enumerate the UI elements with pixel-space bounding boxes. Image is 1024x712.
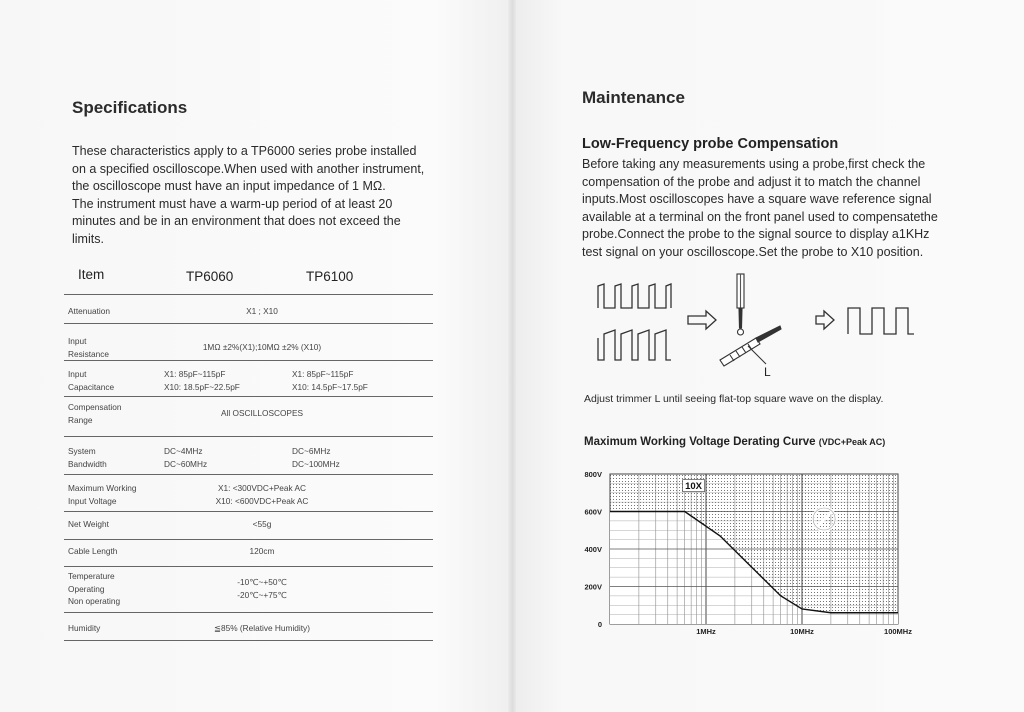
text-line: test signal on your oscilloscope.Set the probe to X10 position. bbox=[582, 244, 924, 259]
table-rule bbox=[64, 436, 433, 437]
cell-line: Input bbox=[68, 336, 87, 346]
chart-ytick-label: 800V bbox=[584, 470, 602, 479]
cell-line: X1: 85pF~115pF bbox=[164, 369, 226, 379]
spec-row-value bbox=[237, 576, 287, 601]
spec-row-value-tp6100 bbox=[292, 445, 340, 470]
table-header-tp6060: TP6060 bbox=[186, 269, 234, 284]
spec-row-label bbox=[68, 368, 114, 393]
chart-ytick-label: 200V bbox=[584, 582, 602, 592]
text-line: the oscilloscope must have an input impedance of 1 MΩ. bbox=[72, 179, 386, 193]
text-line: available at a terminal on the front panel used to compensatethe bbox=[582, 209, 938, 224]
figure-caption: Adjust trimmer L until seeing flat-top square wave on the display. bbox=[584, 393, 884, 405]
cell-line: X10: 14.5pF~17.5pF bbox=[292, 381, 368, 392]
spec-row-value bbox=[253, 518, 272, 531]
table-rule bbox=[64, 294, 433, 295]
cell-line: Bandwidth bbox=[68, 458, 107, 469]
spec-row-value bbox=[246, 305, 278, 318]
cell-line: Input Voltage bbox=[68, 495, 117, 506]
text-line: probe.Connect the probe to the signal source to display a1KHz bbox=[582, 227, 930, 241]
cell-line: Capacitance bbox=[68, 381, 115, 392]
arrow-outline-right bbox=[816, 311, 834, 329]
cell-line: -20℃~+75℃ bbox=[237, 589, 287, 600]
cell-line: X1: <300VDC+Peak AC bbox=[217, 483, 307, 493]
spec-row-label bbox=[68, 335, 109, 360]
cell-line: ≦85% (Relative Humidity) bbox=[214, 623, 310, 633]
spec-row-value bbox=[221, 407, 303, 420]
compensation-subtitle: Low-Frequency probe Compensation bbox=[582, 136, 839, 152]
chart-title bbox=[584, 436, 885, 448]
spec-row-value bbox=[214, 622, 310, 635]
text-line: inputs.Most oscilloscopes have a square wave reference signal bbox=[582, 192, 932, 206]
chart-xtick-label: 100MHz bbox=[884, 627, 912, 636]
cell-line: 120cm bbox=[249, 546, 275, 556]
table-rule bbox=[64, 511, 433, 512]
screwdriver-icon bbox=[737, 274, 744, 335]
cell-line: Non operating bbox=[68, 596, 121, 606]
spec-row-label bbox=[68, 622, 100, 635]
maintenance-title: Maintenance bbox=[582, 88, 685, 107]
table-rule bbox=[64, 612, 433, 613]
chart-xtick-label: 10MHz bbox=[790, 627, 814, 636]
cell-line: DC~100MHz bbox=[292, 458, 340, 469]
spec-row-label bbox=[68, 518, 109, 531]
cell-line: Humidity bbox=[68, 623, 101, 633]
cell-line: Operating bbox=[68, 583, 105, 594]
table-rule bbox=[64, 566, 433, 567]
chart-ytick-label: 600V bbox=[584, 507, 602, 517]
chart-ytick-label: 400V bbox=[584, 545, 602, 554]
text-line: compensation of the probe and adjust it to match the channel bbox=[582, 174, 921, 189]
cell-line: DC~60MHz bbox=[164, 458, 208, 469]
chart-xtick-label: 1MHz bbox=[696, 627, 716, 636]
undercompensated-wave bbox=[598, 330, 671, 360]
probe-icon bbox=[720, 326, 781, 366]
cell-line: DC~4MHz bbox=[164, 446, 203, 456]
cell-line: Resistance bbox=[68, 348, 110, 359]
table-header-item: Item bbox=[78, 267, 105, 282]
chart-ytick-label: 0 bbox=[597, 620, 602, 629]
trimmer-label: L bbox=[764, 365, 771, 379]
spec-row-value-tp6100 bbox=[292, 368, 368, 393]
book-spine bbox=[508, 0, 516, 712]
spec-row-value-tp6060 bbox=[164, 445, 207, 470]
text-line: The instrument must have a warm-up period of at least 20 bbox=[72, 196, 393, 211]
spec-row-value-tp6060 bbox=[164, 368, 240, 393]
cell-line: X1: 85pF~115pF bbox=[292, 369, 354, 379]
spec-row-value bbox=[250, 545, 275, 558]
text-line: Before taking any measurements using a probe,first check the bbox=[582, 157, 926, 171]
cell-line: Cable Length bbox=[68, 546, 118, 556]
specifications-title: Specifications bbox=[72, 98, 188, 117]
cell-line: X10: 18.5pF~22.5pF bbox=[164, 381, 240, 392]
table-rule bbox=[64, 640, 433, 641]
cell-line: Input bbox=[68, 369, 87, 379]
spec-row-label bbox=[68, 401, 122, 426]
spec-row-label bbox=[68, 445, 107, 470]
flat-top-wave bbox=[848, 308, 914, 334]
cell-line: Temperature bbox=[68, 571, 115, 581]
cell-line: -10℃~+50℃ bbox=[237, 577, 287, 587]
table-rule bbox=[64, 396, 433, 397]
compensation-body bbox=[582, 156, 938, 261]
cell-line: Compensation bbox=[68, 402, 122, 412]
cell-line: All OSCILLOSCOPES bbox=[220, 408, 304, 418]
overcompensated-wave bbox=[598, 284, 671, 308]
table-header-tp6100: TP6100 bbox=[306, 269, 354, 284]
cell-line: Attenuation bbox=[68, 306, 110, 316]
cell-line: <55g bbox=[252, 519, 272, 529]
cell-line: Range bbox=[68, 414, 93, 425]
table-rule bbox=[64, 539, 433, 540]
specifications-intro bbox=[72, 143, 424, 248]
table-rule bbox=[64, 474, 433, 475]
cell-line: DC~6MHz bbox=[292, 446, 331, 456]
table-rule bbox=[64, 360, 433, 361]
chart-title-unit: (VDC+Peak AC) bbox=[818, 437, 886, 447]
derating-chart bbox=[576, 462, 946, 642]
spec-row-value bbox=[203, 341, 321, 354]
text-line: on a specified oscilloscope.When used with another instrument, bbox=[72, 161, 425, 176]
cell-line: Maximum Working bbox=[68, 483, 137, 493]
spec-row-label bbox=[68, 545, 117, 558]
cell-line: X1 ; X10 bbox=[246, 306, 278, 316]
table-rule bbox=[64, 323, 433, 324]
chart-annotation-label: 10X bbox=[685, 481, 703, 493]
cell-line: X10: <600VDC+Peak AC bbox=[215, 495, 309, 506]
cell-line: System bbox=[68, 446, 96, 456]
spec-row-label bbox=[68, 305, 110, 318]
spec-row-label bbox=[68, 570, 120, 608]
spec-row-value bbox=[216, 482, 309, 507]
arrow-outline-left bbox=[688, 311, 716, 329]
cell-line: Net Weight bbox=[68, 519, 109, 529]
text-line: minutes and be in an environment that does not exceed the bbox=[72, 214, 401, 228]
text-line: These characteristics apply to a TP6000 series probe installed bbox=[72, 144, 417, 158]
chart-title-text: Maximum Working Voltage Derating Curve bbox=[584, 436, 816, 448]
compensation-figure bbox=[596, 272, 926, 382]
spec-row-label bbox=[68, 482, 137, 507]
text-line: limits. bbox=[72, 231, 104, 246]
cell-line: 1MΩ ±2%(X1);10MΩ ±2% (X10) bbox=[202, 342, 322, 352]
